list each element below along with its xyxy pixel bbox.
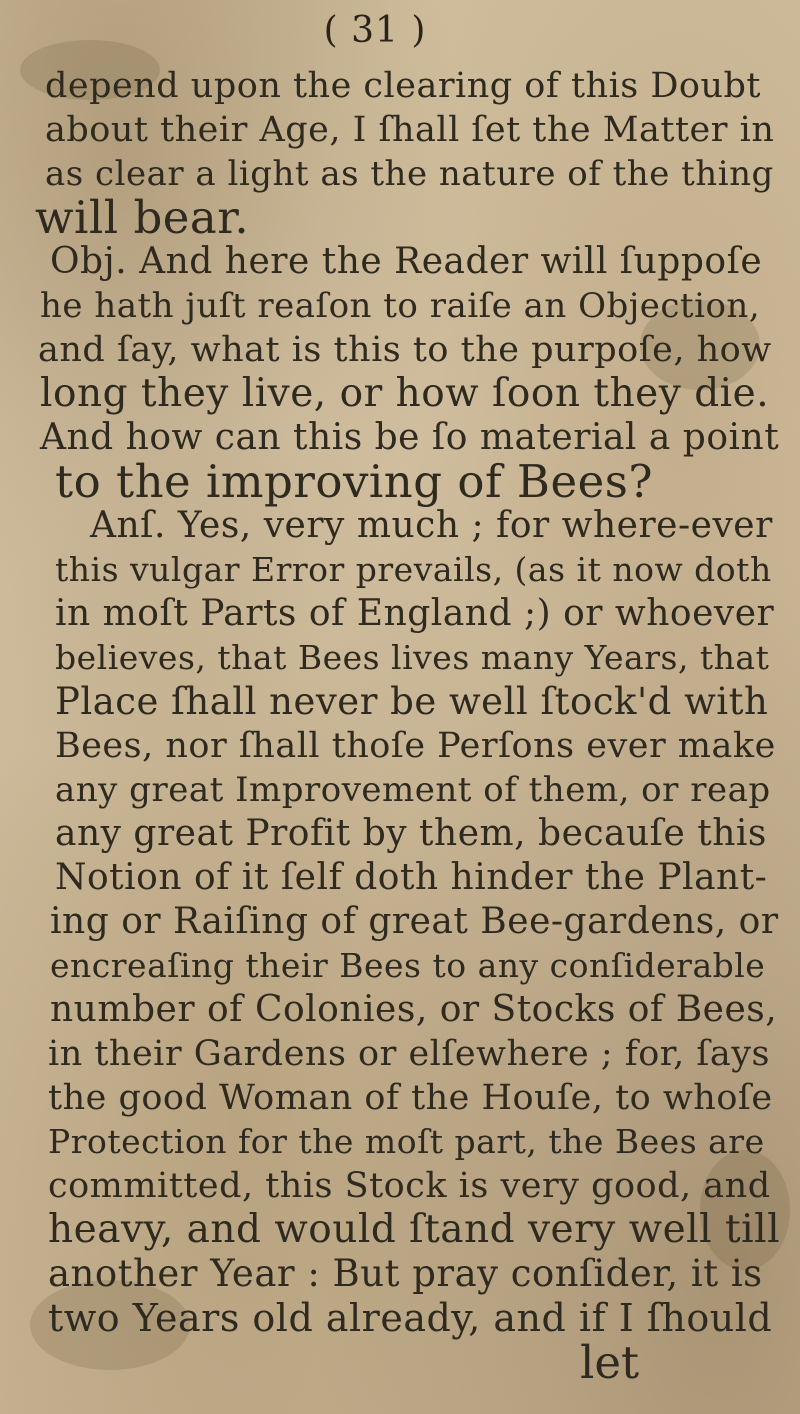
text-line: in their Gardens or elſewhere ; for, ſays <box>48 1034 770 1074</box>
text-line: to the improving of Bees? <box>55 455 653 508</box>
catchword: let <box>580 1336 640 1389</box>
text-line: Anſ. Yes, very much ; for where-ever <box>90 505 773 546</box>
text-line: the good Woman of the Houſe, to whoſe <box>48 1078 773 1118</box>
text-line: long they live, or how ſoon they die. <box>40 371 770 416</box>
text-line: Notion of it ſelf doth hinder the Plant- <box>55 857 768 898</box>
text-line: Protection for the moſt part, the Bees are <box>48 1122 765 1161</box>
text-line: another Year : But pray conſider, it is <box>48 1252 763 1295</box>
text-line: will bear. <box>35 191 250 244</box>
text-line: about their Age, I ſhall ſet the Matter in <box>45 110 775 150</box>
text-line: he hath juſt reaſon to raiſe an Objection, <box>40 286 761 326</box>
text-line: number of Colonies, or Stocks of Bees, <box>50 989 778 1030</box>
text-line: depend upon the clearing of this Doubt <box>45 66 761 106</box>
text-line: and ſay, what is this to the purpoſe, how <box>38 330 772 370</box>
text-line: believes, that Bees lives many Years, that <box>55 638 770 677</box>
text-line: this vulgar Error prevails, (as it now doth <box>55 550 772 589</box>
text-line: heavy, and would ſtand very well till <box>48 1207 781 1252</box>
text-line: Bees, nor ſhall thoſe Perſons ever make <box>55 726 776 766</box>
text-line: committed, this Stock is very good, and <box>48 1166 771 1206</box>
text-line: two Years old already, and if I ſhould <box>48 1296 773 1340</box>
text-line: in moſt Parts of England ;) or whoever <box>55 593 775 634</box>
text-line: any great Improvement of them, or reap <box>55 770 771 810</box>
text-line: as clear a light as the nature of the thing <box>45 154 774 194</box>
text-line: ing or Raiſing of great Bee-gardens, or <box>50 901 779 942</box>
text-line: Obj. And here the Reader will ſuppoſe <box>50 241 763 282</box>
page-number: ( 31 ) <box>323 10 427 51</box>
text-line: Place ſhall never be well ſtock'd with <box>55 680 769 723</box>
text-line: And how can this be ſo material a point <box>40 417 780 458</box>
text-line: any great Profit by them, becauſe this <box>55 813 767 854</box>
text-line: encreaſing their Bees to any conſiderable <box>50 946 766 985</box>
